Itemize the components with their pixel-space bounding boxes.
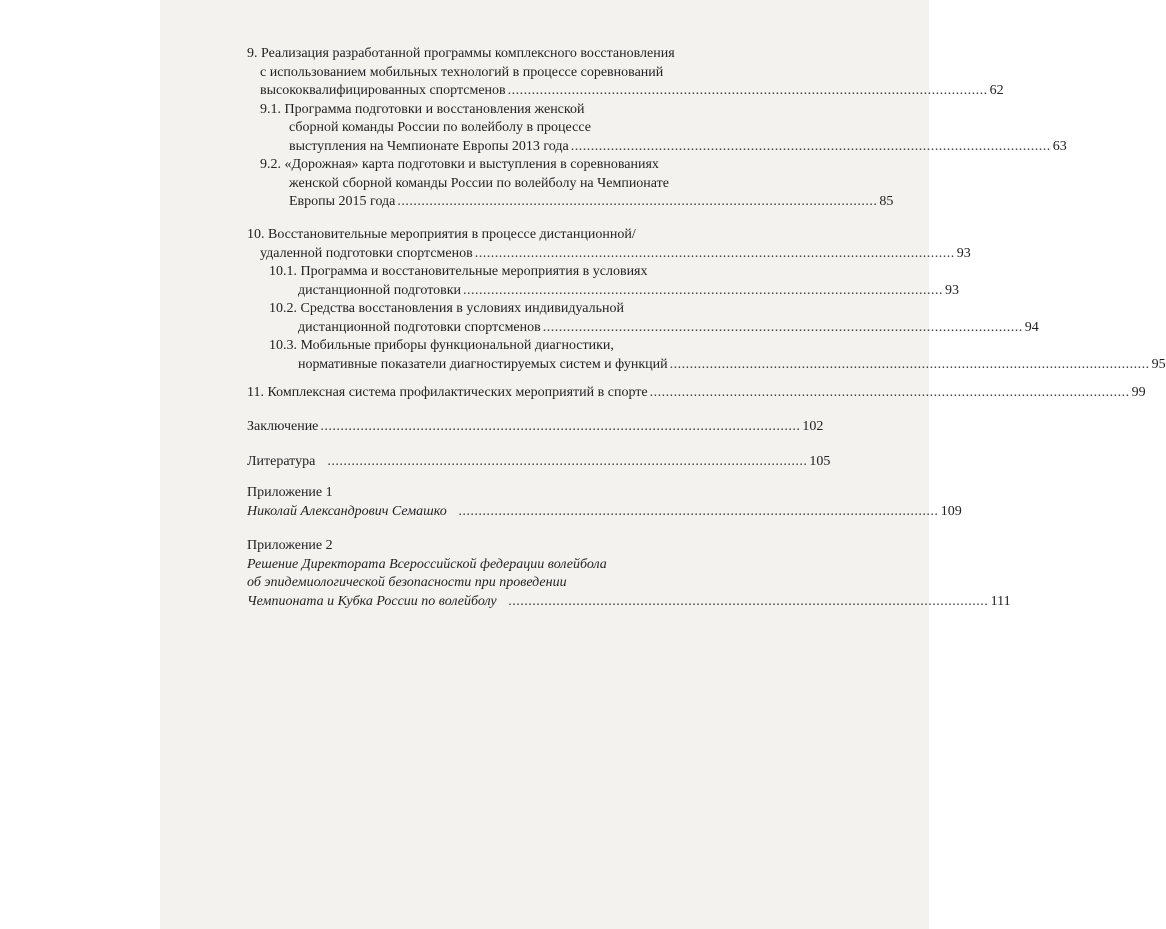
page-number: 93 — [956, 245, 971, 261]
leader-dots: ........................................................................................................................ — [669, 356, 1150, 372]
appendix-heading: Приложение 1 — [247, 485, 333, 500]
toc-entry-line: Чемпионата и Кубка России по волейболу ........................................................................................................................ 111 — [247, 593, 757, 612]
toc-entry-line: Николай Александрович Семашко ........................................................................................................................ 109 — [247, 503, 757, 522]
page-number: 109 — [940, 503, 962, 519]
page-number: 93 — [945, 282, 960, 298]
toc-line: с использованием мобильных технологий в процессе соревнований — [260, 64, 664, 80]
page-number: 111 — [990, 593, 1011, 609]
leader-dots: ........................................................................................................................ — [507, 83, 988, 98]
leader-dots: ........................................................................................................................ — [463, 282, 944, 298]
toc-line: 9.2. «Дорожная» карта подготовки и выступления в соревнованиях — [260, 157, 659, 172]
toc-entry-line: 11. Комплексная система профилактических мероприятий в спорте ........................................................................................................................ 99 — [247, 384, 757, 403]
toc-line: Решение Директората Всероссийской федерации волейбола — [247, 556, 607, 572]
toc-entry-line: удаленной подготовки спортсменов ........................................................................................................................ 93 — [260, 245, 757, 264]
leader-dots: ........................................................................................................................ — [397, 194, 878, 209]
leader-dots: ........................................................................................................................ — [320, 419, 801, 434]
toc-entry-line: выступления на Чемпионате Европы 2013 года ........................................................................................................................ 63 — [289, 138, 757, 157]
toc-line: сборной команды России по волейболу в процессе — [289, 120, 591, 135]
leader-dots: ........................................................................................................................ — [542, 319, 1023, 335]
page-number: 94 — [1024, 319, 1039, 335]
page-number: 105 — [809, 454, 831, 469]
toc-entry-line: Литература ........................................................................................................................ 105 — [247, 453, 757, 472]
toc-entry-line: Заключение ........................................................................................................................ 102 — [247, 418, 757, 437]
toc-line: 10.3. Мобильные приборы функциональной диагностики, — [269, 338, 614, 353]
toc-entry-line: Европы 2015 года ........................................................................................................................ 85 — [289, 193, 757, 212]
toc-line: 10.2. Средства восстановления в условиях индивидуальной — [269, 301, 624, 316]
leader-dots: ........................................................................................................................ — [327, 454, 808, 469]
toc-line: 9. Реализация разработанной программы комплексного восстановления — [247, 46, 675, 61]
leader-dots: ........................................................................................................................ — [458, 503, 939, 519]
page-number: 85 — [879, 194, 894, 209]
toc-entry-line: нормативные показатели диагностируемых систем и функций ........................................................................................................................ 95 — [298, 356, 757, 375]
toc-entry-line: дистанционной подготовки ........................................................................................................................ 93 — [298, 282, 757, 301]
page-number: 62 — [989, 83, 1004, 98]
page-number: 95 — [1151, 356, 1166, 372]
toc-entry-line: высококвалифицированных спортсменов ........................................................................................................................ 62 — [260, 82, 757, 101]
toc-entry-line: дистанционной подготовки спортсменов ........................................................................................................................ 94 — [298, 319, 757, 338]
leader-dots: ........................................................................................................................ — [474, 245, 955, 261]
toc-line: об эпидемиологической безопасности при проведении — [247, 575, 567, 590]
leader-dots: ........................................................................................................................ — [570, 138, 1051, 154]
toc-line: 10.1. Программа и восстановительные мероприятия в условиях — [269, 264, 648, 279]
page-number: 102 — [802, 419, 824, 434]
toc-line: 9.1. Программа подготовки и восстановления женской — [260, 101, 585, 117]
toc-line: 10. Восстановительные мероприятия в процессе дистанционной/ — [247, 227, 636, 242]
page-number: 63 — [1052, 138, 1067, 154]
toc-line: женской сборной команды России по волейболу на Чемпионате — [289, 175, 669, 191]
page-number: 99 — [1131, 385, 1146, 400]
appendix-heading: Приложение 2 — [247, 538, 333, 553]
leader-dots: ........................................................................................................................ — [508, 593, 989, 609]
leader-dots: ........................................................................................................................ — [649, 385, 1130, 400]
